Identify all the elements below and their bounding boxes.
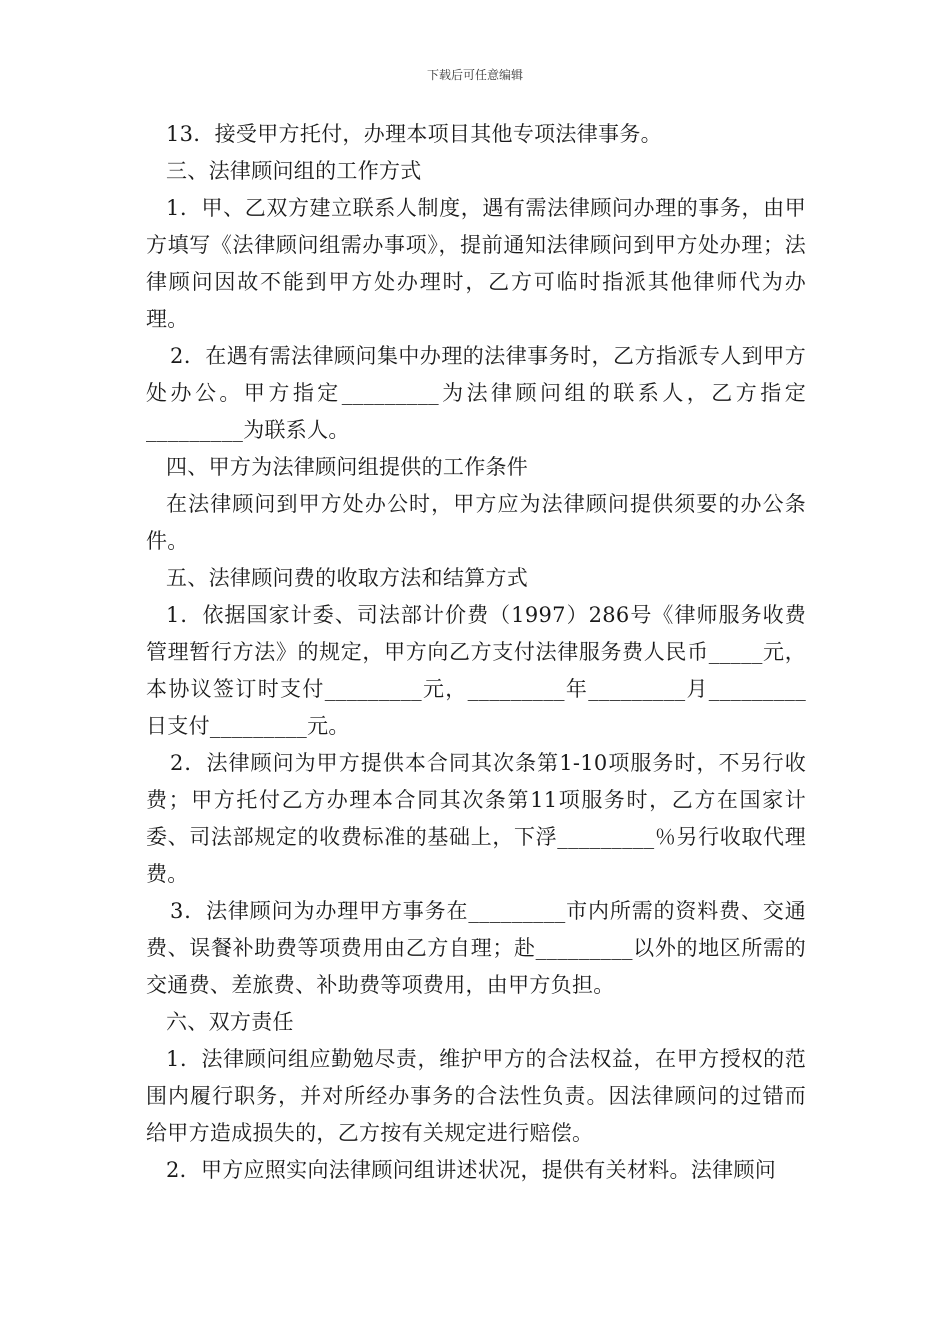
page-header: 下载后可任意编辑 (426, 68, 523, 82)
section-heading-work-conditions: 四、甲方为法律顾问组提供的工作条件 (166, 455, 529, 479)
paragraph-client-duty: 2．甲方应照实向法律顾问组讲述状况，提供有关材料。法律顾问 (166, 1158, 777, 1182)
section-heading-fees: 五、法律顾问费的收取方法和结算方式 (166, 566, 529, 590)
paragraph-contact-persons: 2．在遇有需法律顾问集中办理的法律事务时，乙方指派专人到甲方处办公。甲方指定_________为法律顾问组的联系人，乙方指定_________为联系人。 (146, 344, 806, 442)
paragraph-counsel-duty: 1．法律顾问组应勤勉尽责，维护甲方的合法权益，在甲方授权的范围内履行职务，并对所经办事务的合法性负责。因法律顾问的过错而给甲方造成损失的，乙方按有关规定进行赔偿。 (146, 1047, 806, 1145)
paragraph-fee-exceptions: 2．法律顾问为甲方提供本合同其次条第1-10项服务时，不另行收费；甲方托付乙方办理本合同其次条第11项服务时，乙方在国家计委、司法部规定的收费标准的基础上，下浮_________％另行收取代理费。 (146, 751, 806, 886)
paragraph-expenses: 3．法律顾问为办理甲方事务在_________市内所需的资料费、交通费、误餐补助费等项费用由乙方自理；赴_________以外的地区所需的交通费、差旅费、补助费等项费用，由甲方负担。 (146, 899, 806, 997)
section-heading-responsibilities: 六、双方责任 (166, 1010, 294, 1034)
document-body (146, 116, 806, 1189)
paragraph-office-conditions: 在法律顾问到甲方处办公时，甲方应为法律顾问提供须要的办公条件。 (146, 492, 806, 553)
paragraph-fee-payment: 1．依据国家计委、司法部计价费（1997）286号《律师服务收费管理暂行方法》的规定，甲方向乙方支付法律服务费人民币_____元，本协议签订时支付_________元，_________年_________月_________日支付_________元。 (146, 603, 806, 738)
section-heading-work-method: 三、法律顾问组的工作方式 (166, 159, 422, 183)
paragraph-contact-system: 1．甲、乙双方建立联系人制度，遇有需法律顾问办理的事务，由甲方填写《法律顾问组需办事项》，提前通知法律顾问到甲方处办理；法律顾问因故不能到甲方处办理时，乙方可临时指派其他律师代为办理。 (146, 196, 806, 331)
paragraph-item-13: 13．接受甲方托付，办理本项目其他专项法律事务。 (166, 122, 662, 146)
